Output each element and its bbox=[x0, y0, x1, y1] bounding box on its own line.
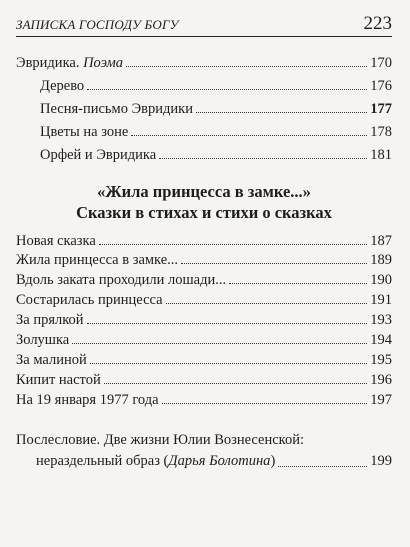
dot-leader bbox=[72, 343, 367, 344]
dot-leader bbox=[87, 89, 367, 90]
toc-entry-title: Кипит настой bbox=[16, 372, 101, 388]
toc-entry bbox=[16, 52, 392, 72]
toc-entry-page: 187 bbox=[370, 233, 392, 249]
toc-entry-title: Орфей и Эвридика bbox=[40, 147, 157, 163]
toc-entry bbox=[16, 230, 392, 250]
dot-leader bbox=[104, 383, 368, 384]
toc-entry-title: Вдоль заката проходили лошади... bbox=[16, 272, 227, 288]
toc-entry-title: На 19 января 1977 года bbox=[16, 392, 159, 408]
toc-entry-title: За прялкой bbox=[16, 312, 84, 328]
toc-entry-page: 197 bbox=[370, 392, 392, 408]
dot-leader bbox=[99, 244, 367, 245]
afterword-line1: Послесловие. Две жизни Юлии Вознесенской: bbox=[16, 432, 305, 448]
toc-entry bbox=[40, 121, 392, 141]
section-title: «Жила принцесса в замке...» bbox=[97, 182, 311, 201]
running-header bbox=[16, 12, 392, 37]
toc-entry-title: Дерево bbox=[40, 78, 85, 94]
toc-entry-title: Состарилась принцесса bbox=[16, 292, 163, 308]
toc-entry-page: 190 bbox=[370, 272, 392, 288]
toc-entry-page: 193 bbox=[370, 312, 392, 328]
toc-entry-page: 199 bbox=[370, 453, 392, 469]
afterword-author: Дарья Болотина bbox=[168, 453, 271, 469]
toc-entry-page: 189 bbox=[370, 252, 392, 268]
toc-entry bbox=[40, 98, 392, 118]
toc-entry bbox=[16, 369, 392, 389]
toc-entry-page: 195 bbox=[370, 352, 392, 368]
toc-entry-page: 176 bbox=[370, 78, 392, 94]
toc-entry bbox=[16, 389, 392, 409]
running-title: ЗАПИСКА ГОСПОДУ БОГУ bbox=[16, 17, 179, 32]
page-number: 223 bbox=[363, 13, 392, 34]
toc-entry bbox=[16, 309, 392, 329]
dot-leader bbox=[87, 323, 368, 324]
toc-entry-page: 191 bbox=[370, 292, 392, 308]
dot-leader bbox=[126, 66, 367, 67]
toc-entry bbox=[16, 249, 392, 269]
dot-leader bbox=[278, 466, 367, 467]
toc-entry-afterword bbox=[16, 430, 392, 472]
dot-leader bbox=[166, 303, 368, 304]
afterword-line2-prefix: нераздельный образ ( bbox=[36, 453, 169, 469]
toc-entry bbox=[16, 329, 392, 349]
toc-entry-page: 178 bbox=[370, 124, 392, 140]
toc-entry-page: 170 bbox=[370, 55, 392, 71]
dot-leader bbox=[90, 363, 368, 364]
toc-entry bbox=[16, 289, 392, 309]
toc-entry bbox=[16, 269, 392, 289]
toc-entry-title: Жила принцесса в замке... bbox=[16, 252, 179, 268]
toc-entry bbox=[16, 349, 392, 369]
toc-entry-title: Цветы на зоне bbox=[40, 124, 129, 140]
dot-leader bbox=[162, 403, 368, 404]
dot-leader bbox=[181, 263, 367, 264]
toc-entry-page: 194 bbox=[370, 332, 392, 348]
toc-entry-title: Золушка bbox=[16, 332, 70, 348]
toc-entry-page: 177 bbox=[370, 101, 392, 117]
toc-entry bbox=[40, 144, 392, 164]
toc-entry-title: Новая сказка bbox=[16, 233, 96, 249]
toc-entry-genre: Поэма bbox=[83, 55, 123, 71]
dot-leader bbox=[131, 135, 367, 136]
toc-entry-title: Песня-письмо Эвридики bbox=[40, 101, 193, 117]
dot-leader bbox=[196, 112, 367, 113]
toc-entry-title: Эвридика. bbox=[16, 55, 84, 71]
afterword-line2-suffix: ) bbox=[270, 453, 276, 469]
dot-leader bbox=[229, 283, 367, 284]
toc-entry-title: За малиной bbox=[16, 352, 87, 368]
dot-leader bbox=[159, 158, 367, 159]
toc-entry-page: 196 bbox=[370, 372, 392, 388]
toc-entry-page: 181 bbox=[370, 147, 392, 163]
section-subtitle: Сказки в стихах и стихи о сказках bbox=[76, 203, 332, 222]
toc-entry bbox=[40, 75, 392, 95]
